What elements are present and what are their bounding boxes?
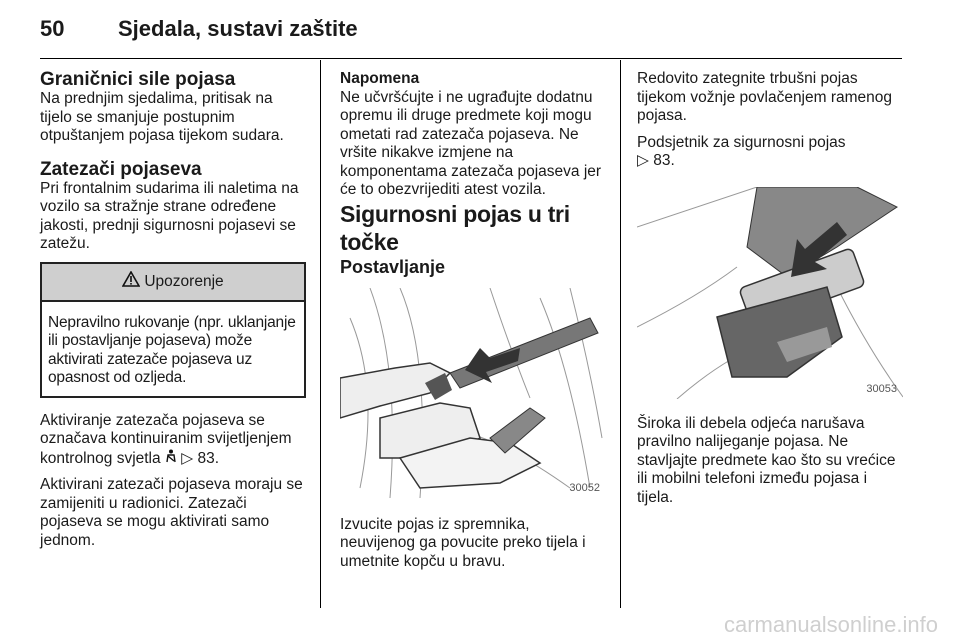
buckle-illustration	[637, 187, 903, 399]
chapter-title: Sjedala, sustavi zaštite	[118, 16, 358, 41]
page-number: 50	[40, 16, 65, 41]
page-reference[interactable]: 83.	[653, 152, 675, 169]
figure-buckle	[637, 187, 903, 399]
page-reference[interactable]: 83.	[197, 449, 220, 467]
column-divider-1	[320, 60, 321, 608]
page-reference-arrow-icon: ▷	[181, 449, 194, 467]
watermark: carmanualsonline.info	[723, 612, 938, 637]
warning-text: Nepravilno rukovanje (npr. uklanjanje ili postavljanje pojaseva) može aktivirati zatezače pojaseva uz opasnost od ozljeda.	[48, 313, 296, 386]
warning-box	[40, 262, 306, 398]
column-3	[637, 70, 903, 507]
paragraph-activation-indicator	[40, 412, 306, 469]
column-divider-2	[620, 60, 621, 608]
figure-fastening-belt	[340, 288, 606, 498]
header-divider	[40, 58, 902, 59]
subsection-title: Postavljanje	[340, 256, 446, 277]
heading-force-limiters: Graničnici sile pojasa	[40, 69, 236, 90]
belt-fastening-illustration	[340, 288, 606, 498]
figure-number: 30052	[569, 481, 600, 494]
column-2	[340, 70, 606, 571]
paragraph-clothing-warning: Široka ili debela odjeća narušava pravilno nalijeganje pojasa. Ne stavljajte predmete kao što su vrećice ili mobilni telefoni između pojasa i tijela.	[637, 414, 896, 506]
paragraph-reminder	[637, 134, 903, 171]
heading-pretensioners: Zatezači pojaseva	[40, 158, 202, 180]
note-text: Ne učvršćujte i ne ugrađujte dodatnu opremu ili druge predmete koji mogu ometati rad zatezača pojaseva. Ne vršite nikakve izmjene na komponentama zatezača pojaseva jer će to obezvrijediti atest vozila.	[340, 88, 602, 198]
warning-triangle-icon	[122, 271, 144, 292]
seatbelt-warning-light-icon	[165, 450, 177, 467]
section-title: Sigurnosni pojas u tri točke	[340, 200, 570, 255]
activation-text: Aktiviranje zatezača pojaseva se označava kontinuiranim svijetljenjem kontrolnog svjetla	[40, 411, 292, 467]
reminder-text: Podsjetnik za sigurnosni pojas	[637, 133, 846, 151]
paragraph-force-limiters: Na prednjim sjedalima, pritisak na tijelo se smanjuje postupnim otpuštanjem pojasa tijekom sudara.	[40, 90, 284, 144]
warning-title: Upozorenje	[144, 272, 224, 290]
paragraph-replacement: Aktivirani zatezači pojaseva moraju se zamijeniti u radionici. Zatezači pojaseva se mogu aktivirati samo jednom.	[40, 476, 303, 549]
paragraph-pretensioners: Pri frontalnim sudarima ili naletima na vozilo sa stražnje strane određene jakosti, prednji sigurnosni pojasevi se zatežu.	[40, 179, 299, 252]
column-1	[40, 70, 306, 550]
figure-number: 30053	[866, 382, 897, 395]
note-title: Napomena	[340, 70, 420, 87]
warning-header	[42, 264, 304, 302]
paragraph-fasten-instructions: Izvucite pojas iz spremnika, neuvijenog ga povucite preko tijela i umetnite kopču u bravu.	[340, 515, 586, 570]
page-reference-arrow-icon: ▷	[637, 152, 649, 169]
paragraph-tighten-belt: Redovito zategnite trbušni pojas tijekom vožnje povlačenjem ramenog pojasa.	[637, 70, 893, 124]
